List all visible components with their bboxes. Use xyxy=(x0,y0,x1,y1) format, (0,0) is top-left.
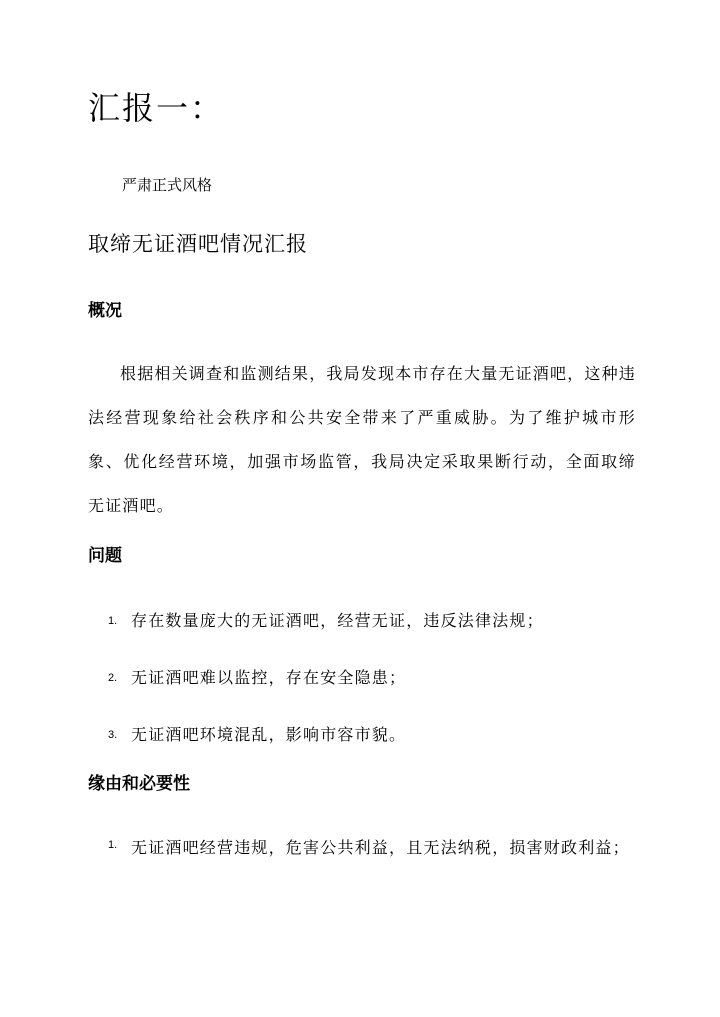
style-note: 严肃正式风格 xyxy=(122,176,213,194)
list-item-text: 无证酒吧经营违规，危害公共利益，且无法纳税，损害财政利益； xyxy=(131,838,630,857)
list-item-number: 3. xyxy=(108,729,118,741)
list-item-text: 无证酒吧难以监控，存在安全隐患； xyxy=(131,668,407,687)
list-item xyxy=(88,659,648,697)
list-item-text: 无证酒吧环境混乱，影响市容市貌。 xyxy=(131,725,407,744)
reasons-list xyxy=(88,826,648,889)
list-item-number: 1. xyxy=(108,615,118,627)
problems-list xyxy=(88,602,648,773)
section-heading-problems: 问题 xyxy=(88,546,122,566)
list-item-number: 2. xyxy=(108,672,118,684)
overview-paragraph: 根据相关调查和监测结果，我局发现本市存在大量无证酒吧，这种违法经营现象给社会秩序和公共安全带来了严重威胁。为了维护城市形象、优化经营环境，加强市场监管，我局决定采取果断行动，全面取缔无证酒吧。 xyxy=(88,364,637,515)
section-heading-reasons: 缘由和必要性 xyxy=(88,774,190,794)
list-item xyxy=(88,716,648,754)
list-item-text: 存在数量庞大的无证酒吧，经营无证，违反法律法规； xyxy=(131,611,544,630)
section-heading-overview: 概况 xyxy=(88,301,122,321)
main-title: 汇报一： xyxy=(88,89,225,127)
list-item xyxy=(88,602,648,640)
list-item-number: 1. xyxy=(108,839,118,851)
document-title: 取缔无证酒吧情况汇报 xyxy=(88,232,308,256)
list-item xyxy=(88,826,648,870)
